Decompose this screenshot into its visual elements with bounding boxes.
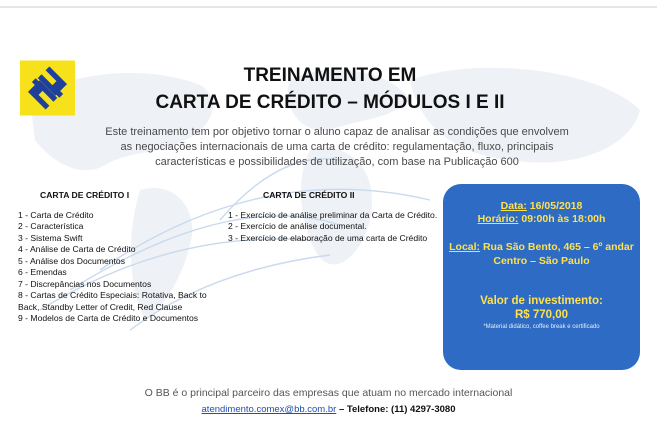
investment-value: R$ 770,00 [514,309,569,321]
bank-logo [20,60,75,116]
title-line-1: TREINAMENTO EM [243,65,417,86]
intro-line-3: características e possibilidades de utilização, com base na Publicação 600 [155,156,519,168]
hours-value: 09:00h às 18:00h [518,213,606,225]
intro-line-2: as negociações internacionais de uma carta de crédito: regulamentação, fluxo, principais [120,141,554,153]
email-link[interactable]: atendimento.comex@bb.com.br [201,404,337,415]
location-label: Local: [449,241,481,253]
investment-label: Valor de investimento: [480,295,603,307]
module-1-item: 8 - Cartas de Crédito Especiais: Rotativa, Back to Back, Standby Letter of Credit, Red Clause [18,290,207,312]
intro-text [82,125,592,170]
module-1-item: 3 - Sistema Swift [18,232,83,243]
module-1-section [18,190,228,325]
module-2-item: 3 - Exercício de elaboração de uma carta de Crédito [228,232,428,243]
location-value: Rua São Bento, 465 – 6º andar [480,241,634,253]
module-2-item: 2 - Exercício de análise documental. [228,221,367,231]
module-1-item: 9 - Modelos de Carta de Crédito e Documentos [18,313,199,323]
module-2-title: CARTA DE CRÉDITO II [263,190,355,200]
schedule-block [443,200,640,226]
location-line-2: Centro – São Paulo [493,255,590,267]
date-label: Data: [500,200,527,212]
module-1-title: CARTA DE CRÉDITO I [40,190,130,200]
contact-line [0,404,657,415]
investment-note: *Material didático, coffee break e certificado [483,324,600,330]
module-1-item: 6 - Emendas [18,267,67,277]
module-1-item: 4 - Análise de Carta de Crédito [18,244,136,254]
intro-line-1: Este treinamento tem por objetivo tornar o aluno capaz de analisar as condições que envolvem [105,126,569,138]
title-line-2: CARTA DE CRÉDITO – MÓDULOS I E II [155,92,505,113]
date-value: 16/05/2018 [526,200,583,212]
module-1-item: 5 - Análise dos Documentos [18,255,126,266]
hours-label: Horário: [477,213,519,225]
tagline: O BB é o principal parceiro das empresas que atuam no mercado internacional [144,387,513,399]
location-block [443,240,640,268]
module-1-item: 2 - Característica [18,221,84,231]
event-info-box [443,184,640,370]
module-1-item: 1 - Carta de Crédito [18,209,94,220]
module-2-section [228,190,443,244]
module-1-item: 7 - Discrepâncias nos Documentos [18,278,152,289]
phone-text: – Telefone: (11) 4297-3080 [336,404,456,415]
module-2-item: 1 - Exercício de análise preliminar da Carta de Crédito. [228,209,438,220]
page-title [100,62,560,116]
top-divider [0,6,657,8]
